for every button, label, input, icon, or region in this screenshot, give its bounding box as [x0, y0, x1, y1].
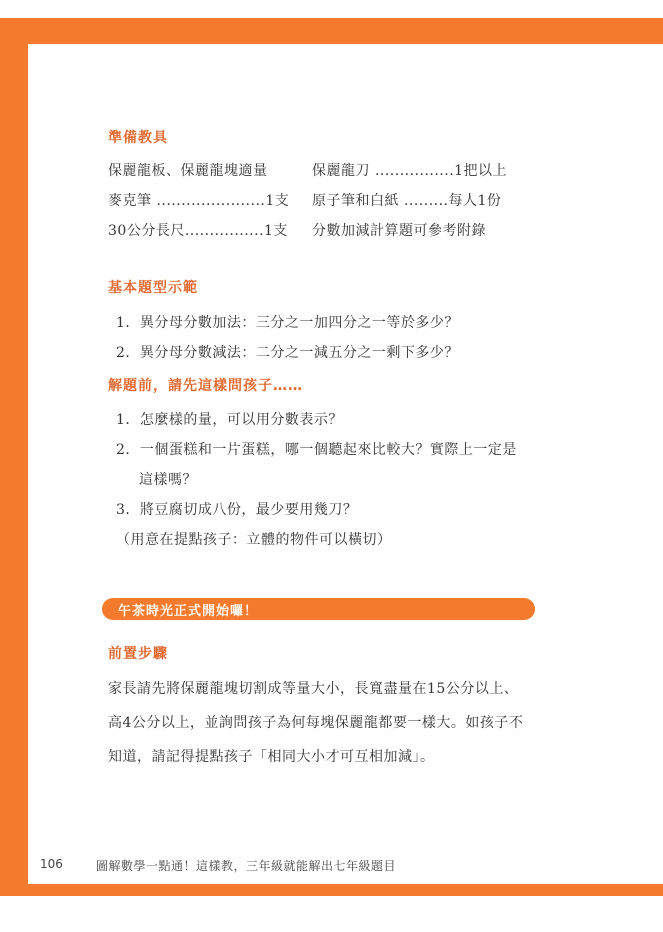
basic-heading: 基本題型示範	[108, 280, 198, 296]
supply-item: 麥克筆 ......................1支	[108, 193, 290, 209]
supply-item: 30公分長尺................1支	[108, 223, 288, 239]
bottom-margin	[0, 896, 663, 932]
book-title: 圖解數學一點通！這樣教，三年級就能解出七年級題目	[96, 859, 397, 873]
banner-text: 午茶時光正式開始囉！	[118, 604, 259, 619]
question-item-continued: 這樣嗎？	[139, 472, 197, 488]
supplies-heading: 準備教具	[108, 130, 168, 146]
before-heading: 解題前，請先這樣問孩子……	[108, 378, 303, 394]
prep-line: 知道，請記得提點孩子「相同大小才可互相加減」。	[108, 749, 435, 765]
prep-line: 家長請先將保麗龍塊切割成等量大小，長寬盡量在15公分以上、	[108, 681, 519, 697]
question-item: 1．怎麼樣的量，可以用分數表示？	[116, 412, 343, 428]
prep-heading: 前置步驟	[108, 646, 168, 662]
question-item: 2．一個蛋糕和一片蛋糕，哪一個聽起來比較大？實際上一定是	[116, 442, 517, 458]
supply-item: 保麗龍刀 ................1把以上	[312, 163, 508, 179]
basic-item: 2．異分母分數減法：二分之一減五分之一剩下多少？	[116, 345, 459, 361]
supply-item: 原子筆和白紙 .........每人1份	[312, 193, 502, 209]
question-item: 3．將豆腐切成八份，最少要用幾刀？	[116, 502, 358, 518]
supply-item: 保麗龍板、保麗龍塊適量	[108, 163, 268, 179]
basic-item: 1．異分母分數加法：三分之一加四分之一等於多少？	[116, 315, 459, 331]
section-banner	[102, 598, 535, 620]
page-number: 106	[40, 857, 63, 871]
prep-paragraph	[108, 672, 548, 774]
prep-line: 高4公分以上，並詢問孩子為何每塊保麗龍都要一樣大。如孩子不	[108, 715, 524, 731]
question-note: （用意在提點孩子：立體的物件可以橫切）	[116, 532, 392, 548]
supply-item: 分數加減計算題可參考附錄	[312, 223, 486, 239]
